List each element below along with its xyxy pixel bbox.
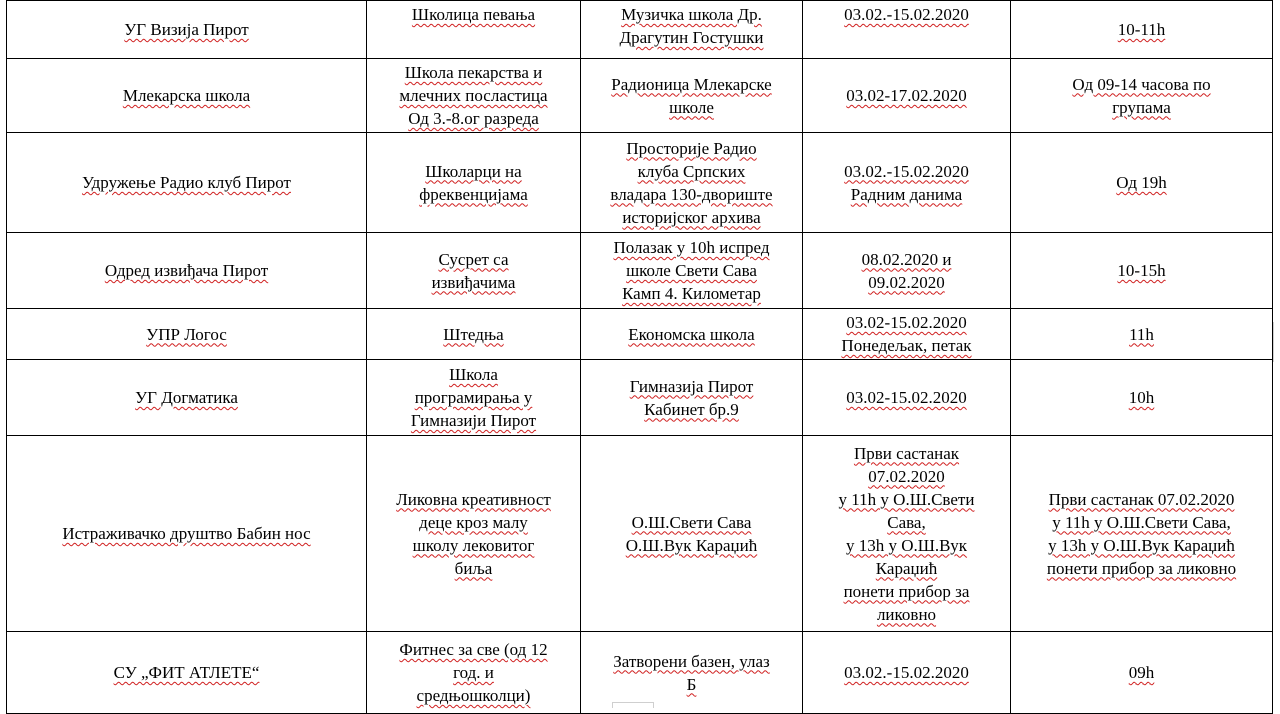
time-cell — [1011, 233, 1273, 309]
cell-line: О.Ш.Вук Караџић — [625, 535, 758, 555]
location-cell — [581, 309, 803, 360]
cell-line: фреквенцијама — [419, 184, 528, 204]
location-cell — [581, 360, 803, 436]
cell-line: Одред извиђача Пирот — [104, 261, 269, 280]
cell-line: Први састанак 07.02.2020 — [1048, 489, 1235, 509]
program-cell — [367, 59, 581, 133]
cell-line: групама — [1112, 97, 1171, 117]
cell-line: Од 3.-8.ог разреда — [408, 109, 539, 128]
location-cell — [581, 59, 803, 133]
dates-cell — [803, 309, 1011, 360]
organization-cell — [7, 1, 367, 59]
program-cell — [367, 632, 581, 714]
cell-line: Школа — [449, 365, 498, 384]
cell-line: Истраживачко друштво Бабин нос — [62, 524, 311, 543]
cell-line: 03.02-17.02.2020 — [846, 86, 967, 105]
dates-cell — [803, 59, 1011, 133]
cell-line: 10-15h — [1117, 261, 1166, 280]
time-cell — [1011, 632, 1273, 714]
cell-line: историјског архива — [622, 207, 761, 227]
cell-line: 03.02-15.02.2020 — [846, 388, 967, 407]
location-cell — [581, 436, 803, 632]
cell-line: УПР Логос — [146, 324, 227, 344]
cell-line: Од 09-14 часова по — [1072, 74, 1211, 94]
cell-line: школе — [669, 97, 714, 117]
time-cell — [1011, 133, 1273, 233]
cell-line: у 11h у О.Ш.Свети — [838, 489, 975, 509]
cell-line: УГ Догматика — [135, 388, 238, 407]
cell-line: Караџић — [875, 558, 938, 578]
table-row — [7, 59, 1273, 133]
cell-line: 03.02.-15.02.2020 — [844, 663, 969, 682]
cell-line: понети прибор за ликовно — [1046, 558, 1237, 578]
cell-line: 08.02.2020 и — [861, 249, 952, 269]
cell-line: Ликовна креативност — [396, 489, 551, 509]
cell-line: Први састанак — [853, 443, 960, 463]
cell-line: Економска школа — [628, 324, 755, 344]
organization-cell — [7, 233, 367, 309]
cell-line: Драгутин Гостушки — [619, 28, 764, 47]
organization-cell — [7, 59, 367, 133]
dates-cell — [803, 1, 1011, 59]
program-cell — [367, 1, 581, 59]
scrollbar-mark — [1273, 322, 1280, 362]
program-cell — [367, 133, 581, 233]
organization-cell — [7, 133, 367, 233]
cell-line: Понедељак, петак — [841, 336, 972, 355]
cell-line: школу лековитог — [412, 535, 535, 555]
cell-line: млечних посластица — [399, 86, 548, 105]
program-cell — [367, 233, 581, 309]
time-cell — [1011, 360, 1273, 436]
dates-cell — [803, 360, 1011, 436]
program-cell — [367, 360, 581, 436]
time-cell — [1011, 59, 1273, 133]
cell-line: Радним данима — [850, 184, 963, 204]
time-cell — [1011, 309, 1273, 360]
cell-line: Камп 4. Километар — [622, 284, 761, 303]
location-cell — [581, 233, 803, 309]
cell-line: Школица певања — [411, 5, 536, 24]
cell-line: Сава, — [887, 512, 926, 532]
cell-line: понети прибор за — [843, 581, 970, 601]
cell-line: Гимназији Пирот — [410, 411, 537, 430]
table-row — [7, 233, 1273, 309]
dates-cell — [803, 233, 1011, 309]
cell-line: Млекарска школа — [122, 86, 251, 105]
cell-line: 11h — [1129, 324, 1154, 344]
location-cell — [581, 1, 803, 59]
cell-line: Просторије Радио — [626, 138, 757, 158]
cell-line: 03.02.-15.02.2020 — [844, 161, 969, 181]
cell-line: Радионица Млекарске — [611, 74, 772, 94]
cell-line: Штедња — [443, 324, 504, 344]
cell-line: 07.02.2020 — [868, 466, 945, 486]
cell-line: ликовно — [876, 604, 937, 624]
cell-line: у 11h у О.Ш.Свети Сава, — [1052, 512, 1231, 532]
cell-line: Кабинет бр.9 — [644, 399, 739, 419]
cell-line: Фитнес за све (од 12 — [399, 640, 548, 659]
cell-line: у 13h у О.Ш.Вук — [845, 535, 968, 555]
cell-line: 03.02-15.02.2020 — [846, 313, 967, 332]
cell-line: клуба Српских — [637, 161, 746, 181]
organization-cell — [7, 436, 367, 632]
table-row — [7, 133, 1273, 233]
table-row — [7, 1, 1273, 59]
page-edge-mark — [612, 702, 654, 708]
dates-cell — [803, 436, 1011, 632]
cell-line: Гимназија Пирот — [629, 376, 754, 396]
table-body — [7, 1, 1273, 714]
cell-line: 10-11h — [1117, 20, 1166, 39]
dates-cell — [803, 632, 1011, 714]
cell-line: Затворени базен, улаз — [613, 651, 770, 671]
cell-line: деце кроз малу — [419, 512, 528, 532]
cell-line: Б — [686, 674, 697, 694]
cell-line: СУ „ФИТ АТЛЕТЕ“ — [113, 663, 260, 682]
cell-line: средњошколци) — [416, 686, 531, 705]
location-cell — [581, 133, 803, 233]
cell-line: год. и — [453, 663, 494, 682]
organization-cell — [7, 360, 367, 436]
table-row — [7, 309, 1273, 360]
schedule-table — [6, 0, 1273, 714]
cell-line: Сусрет са — [438, 249, 509, 269]
cell-line: Удружење Радио клуб Пирот — [81, 173, 291, 192]
cell-line: у 13h у О.Ш.Вук Караџић — [1048, 535, 1235, 555]
cell-line: владара 130-двориште — [610, 184, 773, 204]
cell-line: школе Свети Сава — [626, 261, 757, 280]
table-row — [7, 436, 1273, 632]
organization-cell — [7, 632, 367, 714]
cell-line: 09.02.2020 — [868, 272, 945, 292]
table-row — [7, 360, 1273, 436]
program-cell — [367, 309, 581, 360]
cell-line: О.Ш.Свети Сава — [631, 512, 752, 532]
cell-line: биља — [454, 558, 493, 578]
dates-cell — [803, 133, 1011, 233]
cell-line: Полазак у 10h испред — [613, 238, 770, 257]
cell-line: Школа пекарства и — [404, 63, 543, 82]
cell-line: Школарци на — [425, 161, 522, 181]
cell-line: 09h — [1128, 663, 1155, 682]
organization-cell — [7, 309, 367, 360]
time-cell — [1011, 436, 1273, 632]
cell-line: извиђачима — [431, 272, 516, 292]
cell-line: 10h — [1128, 388, 1155, 407]
time-cell — [1011, 1, 1273, 59]
cell-line: програмирања у — [414, 388, 533, 407]
cell-line: 03.02.-15.02.2020 — [844, 5, 969, 24]
program-cell — [367, 436, 581, 632]
cell-line: УГ Визија Пирот — [124, 20, 249, 39]
cell-line: Од 19h — [1116, 173, 1167, 192]
cell-line: Музичка школа Др. — [621, 5, 762, 24]
